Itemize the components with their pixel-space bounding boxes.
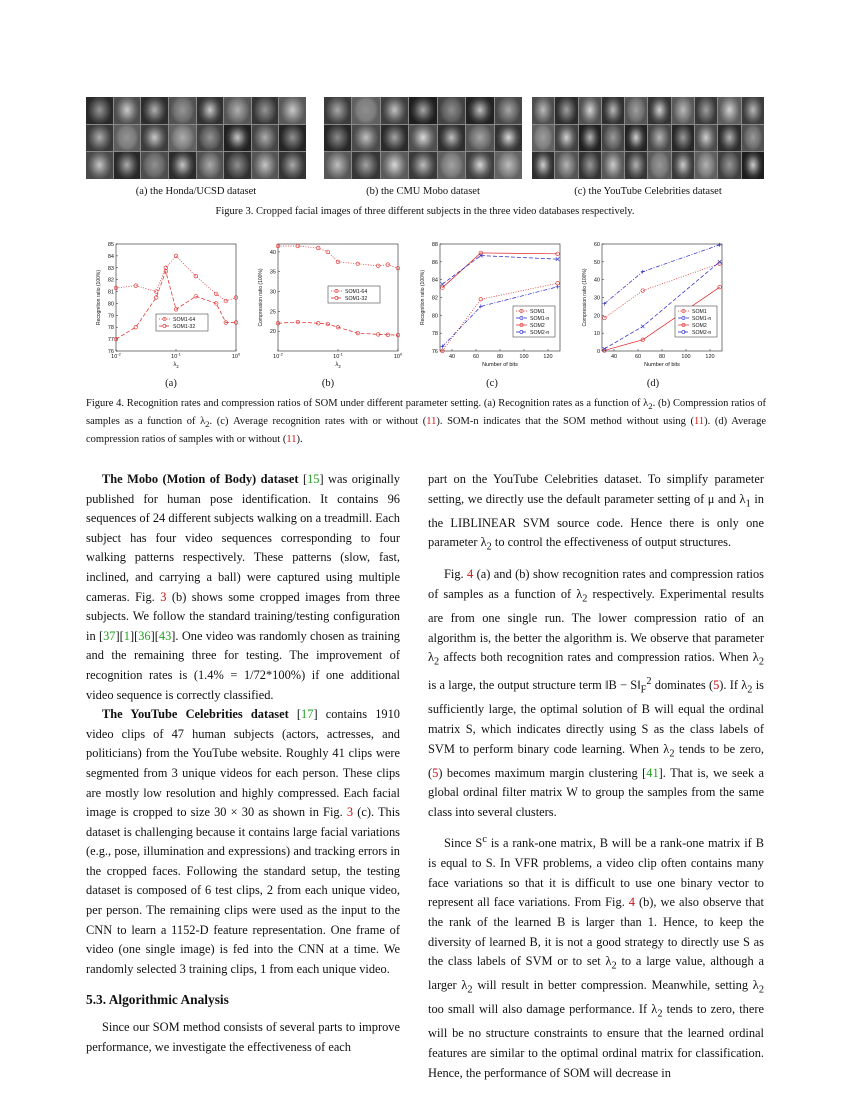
fig3-caption: Figure 3. Cropped facial images of three different subjects in the three video databases respectively. xyxy=(215,206,635,217)
data-point xyxy=(641,325,645,329)
data-point xyxy=(224,299,228,303)
citation-link[interactable]: 41 xyxy=(646,765,659,780)
face-thumbnail xyxy=(555,125,577,152)
face-thumbnail xyxy=(625,125,647,152)
y-tick-label: 85 xyxy=(107,242,114,248)
y-axis-label: Recognition ratio (100%) xyxy=(96,269,102,326)
face-thumbnail xyxy=(169,125,196,152)
x-tick-label: 60 xyxy=(634,354,642,360)
x-tick-label: 100 xyxy=(519,354,529,360)
x-tick-label: $10^{-1}$ xyxy=(333,351,343,360)
face-thumbnail xyxy=(352,152,379,179)
x-tick-label: 60 xyxy=(472,354,480,360)
x-tick-label: 120 xyxy=(705,354,715,360)
data-point xyxy=(134,284,138,288)
y-tick-label: 0 xyxy=(596,349,600,355)
face-thumbnail xyxy=(602,152,624,179)
y-axis-label: Compression ratio (100%) xyxy=(582,268,588,327)
x-tick-label: $10^{-2}$ xyxy=(111,351,121,360)
data-point xyxy=(718,260,722,264)
face-thumbnail xyxy=(672,125,694,152)
x-tick-label: 40 xyxy=(448,354,456,360)
legend-label: SOM1-64 xyxy=(173,317,196,323)
face-thumbnail xyxy=(324,125,351,152)
face-thumbnail xyxy=(279,152,306,179)
y-tick-label: 84 xyxy=(107,253,114,260)
y-tick-label: 60 xyxy=(593,242,600,248)
fig3-subcaption-c: (c) the YouTube Celebrities dataset xyxy=(574,186,722,197)
y-tick-label: 25 xyxy=(269,309,276,316)
face-thumbnail xyxy=(718,125,740,152)
face-thumbnail xyxy=(381,97,408,124)
face-thumbnail xyxy=(86,125,113,152)
data-point xyxy=(718,243,722,247)
y-tick-label: 50 xyxy=(593,259,600,266)
x-tick-label: $10^0$ xyxy=(393,351,403,360)
data-point xyxy=(134,325,138,329)
y-tick-label: 83 xyxy=(107,265,114,272)
face-thumbnail xyxy=(718,97,740,124)
data-point xyxy=(154,290,158,294)
face-thumbnail xyxy=(141,97,168,124)
y-tick-label: 10 xyxy=(593,331,600,338)
face-thumbnail xyxy=(141,152,168,179)
face-thumbnail xyxy=(169,97,196,124)
x-tick-label: 100 xyxy=(681,354,691,360)
face-thumbnail xyxy=(114,152,141,179)
data-point xyxy=(556,285,560,289)
legend-label: SOM1-64 xyxy=(345,289,368,295)
x-tick-label: $10^{-2}$ xyxy=(273,351,283,360)
legend-label: SOM1-n xyxy=(530,316,550,322)
citation-link[interactable]: 15 xyxy=(307,472,320,486)
chart-d-compression-vs-bits xyxy=(572,236,732,376)
face-thumbnail xyxy=(672,152,694,179)
face-thumbnail xyxy=(579,97,601,124)
cmu-mobo-face-grid xyxy=(324,97,522,179)
series-line xyxy=(604,245,719,304)
section-heading: 5.3. Algorithmic Analysis xyxy=(86,992,229,1008)
face-thumbnail xyxy=(495,152,522,179)
y-tick-label: 30 xyxy=(269,289,276,296)
chart-a-recognition-vs-lambda2 xyxy=(86,236,246,376)
face-thumbnail xyxy=(252,125,279,152)
plot-frame xyxy=(116,244,236,351)
face-thumbnail xyxy=(324,152,351,179)
legend-label: SOM2 xyxy=(692,323,707,329)
youtube-paragraph: The YouTube Celebrities dataset [17] contains 1910 video clips of 47 human subjects (actors, actresses, and politicians) from the YouTube website. Roughly 41 clips were segmented from 3 unique videos for each person. These clips are mostly low resolution and highly compressed. Each facial image is cropped to size 30 × 30 as shown in Fig. 3 (c). This dataset is challenging because it contains large facial variations (e.g., pose, illumination and expressions) and tracking errors in the cropped faces. Following the standard setup, the testing dataset is composed of 6 test clips, 2 from each unique video, per person. The remaining clips were used as the input to the CNN to learn a 1152-D feature representation. One frame of video (one single image) is fed into the CNN at a time. We randomly selected 3 training clips, 1 from each unique video. xyxy=(86,707,400,976)
x-tick-label: 80 xyxy=(658,354,666,360)
x-tick-label: 40 xyxy=(610,354,618,360)
honda-ucsd-face-grid xyxy=(86,97,306,179)
face-thumbnail xyxy=(672,97,694,124)
y-tick-label: 80 xyxy=(431,313,438,320)
figure-ref-link[interactable]: 3 xyxy=(346,805,354,820)
face-thumbnail xyxy=(438,97,465,124)
y-tick-label: 88 xyxy=(431,242,438,248)
eq-ref-link[interactable]: 11 xyxy=(286,434,297,446)
y-tick-label: 20 xyxy=(269,329,276,336)
x-tick-label: $10^0$ xyxy=(231,351,241,360)
y-tick-label: 78 xyxy=(431,331,438,338)
x-tick-label: 80 xyxy=(496,354,504,360)
y-tick-label: 76 xyxy=(431,349,438,355)
y-tick-label: 81 xyxy=(107,289,114,296)
y-tick-label: 82 xyxy=(431,295,438,302)
face-thumbnail xyxy=(197,152,224,179)
fig3-subcaption-a: (a) the Honda/UCSD dataset xyxy=(135,186,257,197)
y-tick-label: 35 xyxy=(269,269,276,276)
face-thumbnail xyxy=(625,152,647,179)
face-thumbnail xyxy=(409,125,436,152)
x-tick-label: $10^{-1}$ xyxy=(171,351,181,360)
face-thumbnail xyxy=(169,152,196,179)
face-thumbnail xyxy=(224,97,251,124)
face-thumbnail xyxy=(742,125,764,152)
face-thumbnail xyxy=(532,152,554,179)
face-thumbnail xyxy=(86,152,113,179)
face-thumbnail xyxy=(352,97,379,124)
data-point xyxy=(718,262,722,266)
chart-b-compression-vs-lambda2 xyxy=(248,236,408,376)
fig4-panel-label-d: (d) xyxy=(646,378,660,389)
face-thumbnail xyxy=(466,97,493,124)
y-tick-label: 77 xyxy=(107,337,114,344)
face-thumbnail xyxy=(495,97,522,124)
data-point xyxy=(336,260,340,264)
y-tick-label: 80 xyxy=(107,301,114,308)
figure-ref-link[interactable]: 4 xyxy=(628,895,635,910)
fig4-panel-label-a: (a) xyxy=(165,378,177,389)
face-thumbnail xyxy=(438,152,465,179)
legend-label: SOM1-32 xyxy=(345,296,368,302)
face-thumbnail xyxy=(324,97,351,124)
analysis-paragraph: Since our SOM method consists of several parts to improve performance, we investigate the effectiveness of each xyxy=(86,1020,400,1054)
face-thumbnail xyxy=(279,97,306,124)
legend-label: SOM1-32 xyxy=(173,324,196,330)
fig4-caption: Figure 4. Recognition rates and compression ratios of SOM under different parameter setting. (a) Recognition rates as a function of $\lambda_2$. (b) Compression ratios of samples as a function of $\lambda_2$. (c) Average recognition rates with or without (11). SOM-n indicates that the SOM method without using (11). (d) Average compression ratios of samples with or without (11). xyxy=(86,398,766,446)
y-tick-label: 86 xyxy=(431,259,438,266)
data-point xyxy=(641,289,645,293)
legend-label: SOM1-n xyxy=(692,316,712,322)
y-tick-label: 78 xyxy=(107,325,114,332)
face-thumbnail xyxy=(224,152,251,179)
x-axis-label: $\lambda_2$ xyxy=(173,362,179,369)
data-point xyxy=(164,266,168,270)
citation-link[interactable]: 37 xyxy=(103,628,116,643)
y-tick-label: 84 xyxy=(431,277,438,284)
face-thumbnail xyxy=(252,97,279,124)
data-point xyxy=(386,263,390,267)
legend-label: SOM2 xyxy=(530,323,545,329)
face-thumbnail xyxy=(695,152,717,179)
fig4-panel-label-c: (c) xyxy=(486,378,498,389)
left-text-column xyxy=(86,470,400,1057)
legend-label: SOM1 xyxy=(692,309,707,315)
face-thumbnail xyxy=(718,152,740,179)
y-tick-label: 76 xyxy=(107,349,114,355)
face-thumbnail xyxy=(695,97,717,124)
right-text-column xyxy=(428,470,764,1083)
face-thumbnail xyxy=(224,125,251,152)
series-line xyxy=(442,256,557,285)
face-thumbnail xyxy=(86,97,113,124)
face-thumbnail xyxy=(602,125,624,152)
face-thumbnail xyxy=(197,97,224,124)
citation-link[interactable]: 17 xyxy=(301,707,314,722)
face-thumbnail xyxy=(381,125,408,152)
face-thumbnail xyxy=(279,125,306,152)
face-thumbnail xyxy=(648,152,670,179)
data-point xyxy=(296,244,300,248)
face-thumbnail xyxy=(252,152,279,179)
chart-c-recognition-vs-bits xyxy=(410,236,570,376)
y-tick-label: 30 xyxy=(593,295,600,302)
y-tick-label: 79 xyxy=(107,313,114,320)
face-thumbnail xyxy=(409,97,436,124)
face-thumbnail xyxy=(648,125,670,152)
face-thumbnail xyxy=(555,97,577,124)
face-thumbnail xyxy=(466,152,493,179)
face-thumbnail xyxy=(532,97,554,124)
lambda-effect-paragraph: Fig. 4 (a) and (b) show recognition rates and compression ratios of samples as a function of $\lambda_2$ respectively. Experimental results are from one single run. The lower compression ratio of an algorithm is, the better the algorithm is. We observe that parameter $\lambda_2$ affects both recognition rates and compression ratios. When $\lambda_2$ is a large, the output structure term ‖B − $S‖_F^2$ dominates (5). If $\lambda_2$ is sufficiently large, the optimal solution of B will equal the ordinal matrix S, which indicates directly using S as the class labels of SVM to perform binary code learning. When $\lambda_2$ tends to be zero, (5) becomes maximum margin clustering [41]. That is, we seek a global ordinal filter matrix W to group the samples from the same class into several clusters. xyxy=(428,567,764,819)
y-tick-label: 40 xyxy=(593,277,600,284)
face-thumbnail xyxy=(648,97,670,124)
citation-link[interactable]: 43 xyxy=(158,628,172,643)
face-thumbnail xyxy=(579,152,601,179)
x-axis-label: Number of bits xyxy=(482,362,518,368)
face-thumbnail xyxy=(555,152,577,179)
eq-ref-link[interactable]: 11 xyxy=(426,416,437,428)
face-thumbnail xyxy=(197,125,224,152)
face-thumbnail xyxy=(625,97,647,124)
face-thumbnail xyxy=(579,125,601,152)
face-thumbnail xyxy=(352,125,379,152)
y-tick-label: 20 xyxy=(593,313,600,320)
series-line xyxy=(278,322,398,335)
rank-one-paragraph: Since $S^c$ is a rank-one matrix, B will be a rank-one matrix if B is equal to S. In VFR problems, a video clip often contains many face variations so that it is difficult to use one binary vector to represent all face variations. From Fig. 4 (b), we also observe that the rank of the learned B is larger than 1. Hence, to keep the diversity of learned B, it is not a good strategy to directly use S as the class labels of SVM or to set $\lambda_2$ to a large value, although a larger $\lambda_2$ will result in better compression. Meanwhile, setting $\lambda_2$ too small will also damage performance. If $\lambda_2$ tends to zero, there will be no structure constraints to ensure that the learned ordinal features are similar to the optimal ordinal matrix for classification. Hence, the performance of SOM will decrease in xyxy=(428,834,764,1080)
face-thumbnail xyxy=(742,152,764,179)
data-point xyxy=(174,254,178,258)
legend-label: SOM2-n xyxy=(530,330,550,336)
citation-link[interactable]: 1 xyxy=(123,628,130,643)
face-thumbnail xyxy=(141,125,168,152)
figure-ref-link[interactable]: 3 xyxy=(160,589,167,604)
y-axis-label: Compression ratio (100%) xyxy=(258,268,264,327)
face-thumbnail xyxy=(114,97,141,124)
parameter-paragraph: part on the YouTube Celebrities dataset. To simplify parameter setting, we directly use the default parameter setting of μ and $\lambda_1$ in the LIBLINEAR SVM source code. Hence there is only one parameter $\lambda_2$ to control the effectiveness of output structures. xyxy=(428,472,764,553)
data-point xyxy=(154,296,158,300)
y-tick-label: 82 xyxy=(107,277,114,284)
figure-ref-link[interactable]: 4 xyxy=(467,567,474,582)
face-thumbnail xyxy=(466,125,493,152)
x-axis-label: $\lambda_2$ xyxy=(335,362,341,369)
eq-ref-link[interactable]: 5 xyxy=(713,678,720,693)
eq-ref-link[interactable]: 11 xyxy=(694,416,705,428)
face-thumbnail xyxy=(381,152,408,179)
eq-ref-link[interactable]: 5 xyxy=(432,765,439,780)
fig4-panel-label-b: (b) xyxy=(321,378,335,389)
y-tick-label: 40 xyxy=(269,249,276,256)
youtube-celebrities-face-grid xyxy=(532,97,764,179)
face-thumbnail xyxy=(114,125,141,152)
x-axis-label: Number of bits xyxy=(644,362,680,368)
mobo-paragraph: The Mobo (Motion of Body) dataset [15] was originally published for human pose identification. It contains 96 sequences of 24 different subjects walking on a treadmill. Each subject has four video sequences corresponding to four walking patterns respectively. These patterns (slow, fast, inclined, and carrying a ball) were captured using multiple cameras. Fig. 3 (b) shows some cropped images from three subjects. We follow the standard training/testing configuration in [37][1][36][43]. One video was randomly chosen as training and the remaining three for testing. The improvement of recognition rates is (1.4% = 1/72*100%) if one additional video sequence is correctly classified. xyxy=(86,472,400,702)
face-thumbnail xyxy=(695,125,717,152)
data-point xyxy=(356,262,360,266)
face-thumbnail xyxy=(742,97,764,124)
face-thumbnail xyxy=(495,125,522,152)
data-point xyxy=(441,282,445,286)
series-line xyxy=(442,253,557,288)
legend-label: SOM2-n xyxy=(692,330,712,336)
face-thumbnail xyxy=(532,125,554,152)
fig3-subcaption-b: (b) the CMU Mobo dataset xyxy=(366,186,480,197)
face-thumbnail xyxy=(438,125,465,152)
x-tick-label: 120 xyxy=(543,354,553,360)
y-axis-label: Recognition ratio (100%) xyxy=(420,269,426,326)
face-thumbnail xyxy=(602,97,624,124)
face-thumbnail xyxy=(409,152,436,179)
legend-label: SOM1 xyxy=(530,309,545,315)
citation-link[interactable]: 36 xyxy=(138,628,151,643)
